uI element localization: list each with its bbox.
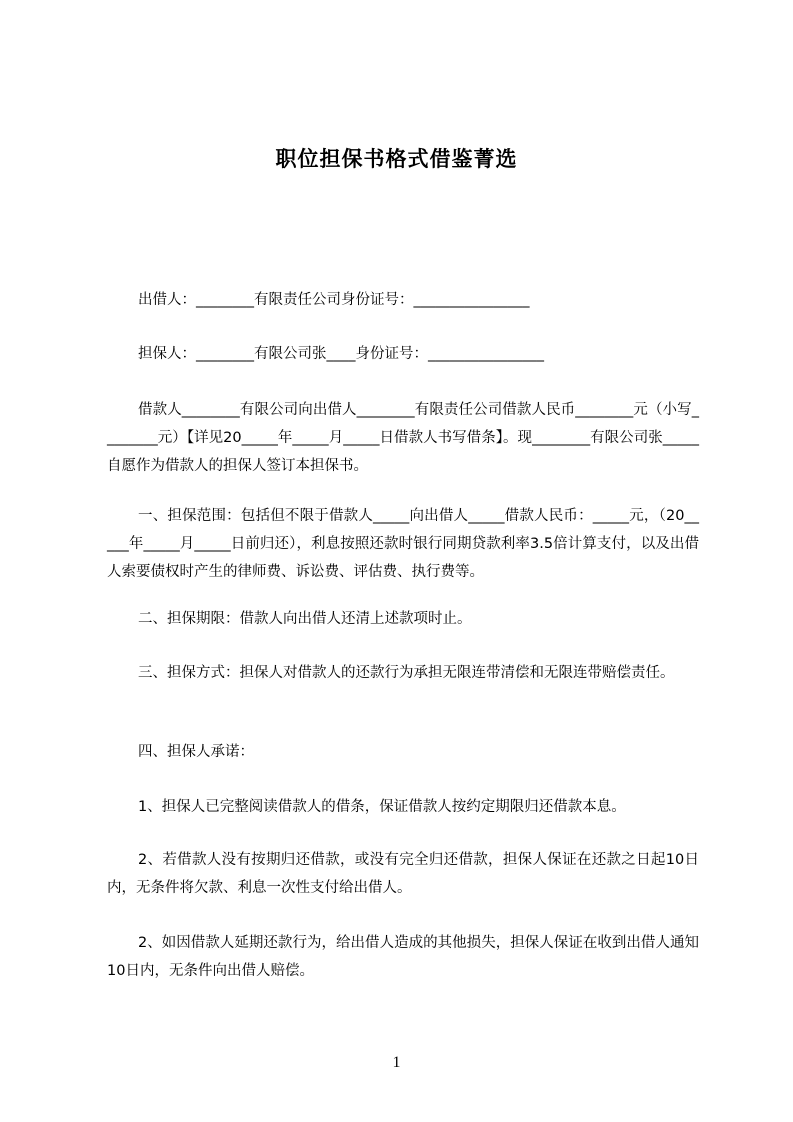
lender-line: 出借人：________有限责任公司身份证号：________________ [138, 292, 530, 308]
clause-scope: 一、担保范围：包括但不限于借款人_____向出借人_____借款人民币：_____元，（20_____年_____月_____日前归还），利息按照还款时银行同期贷款利率3.5倍计算支付，以及出借人索要债权时产生的律师费、诉讼费、评估费、执行费等。 [107, 508, 699, 580]
intro-paragraph: 借款人________有限公司向出借人________有限责任公司借款人民币________元（小写________元）【详见20_____年_____月_____日借款人书写借条】。现________有限公司张_____自愿作为借款人的担保人签订本担保书。 [107, 402, 699, 474]
clause-commitment-heading: 四、担保人承诺： [138, 744, 254, 760]
page-number: 1 [392, 1054, 401, 1071]
clause-period: 二、担保期限：借款人向出借人还清上述款项时止。 [138, 611, 472, 627]
clause-commitment-3: 2、如因借款人延期还款行为，给出借人造成的其他损失，担保人保证在收到出借人通知10日内，无条件向出借人赔偿。 [107, 935, 699, 979]
clause-commitment-2: 2、若借款人没有按期归还借款，或没有完全归还借款，担保人保证在还款之日起10日内，无条件将欠款、利息一次性支付给出借人。 [107, 852, 699, 896]
guarantor-line: 担保人：________有限公司张____身份证号：________________ [138, 346, 544, 362]
document-title: 职位担保书格式借鉴菁选 [275, 147, 518, 171]
clause-method: 三、担保方式：担保人对借款人的还款行为承担无限连带清偿和无限连带赔偿责任。 [138, 665, 675, 681]
clause-commitment-1: 1、担保人已完整阅读借款人的借条，保证借款人按约定期限归还借款本息。 [138, 799, 626, 815]
